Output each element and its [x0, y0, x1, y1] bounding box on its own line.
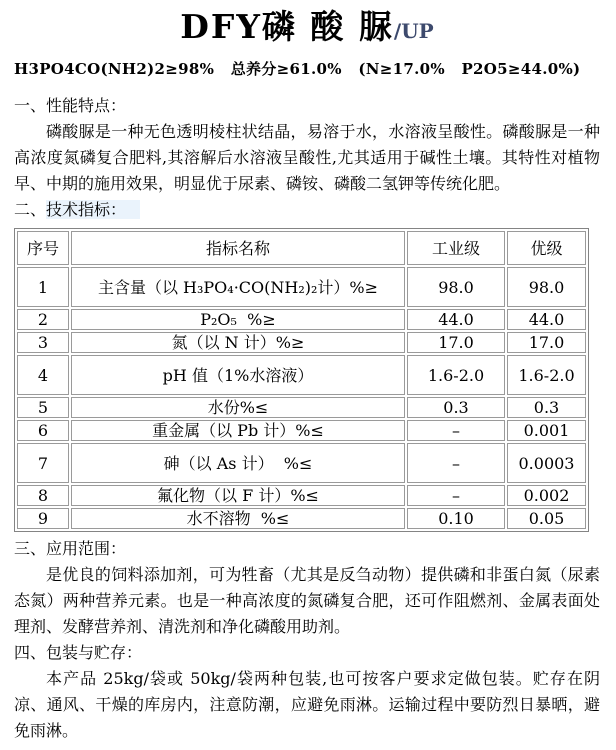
cell-no: 9	[17, 508, 69, 529]
cell-premium: 0.002	[507, 485, 586, 506]
section-body-packaging: 本产品 25kg/袋或 50kg/袋两种包装,也可按客户要求定做包装。贮存在阴凉、通风、干燥的库房内，注意防潮，应避免雨淋。运输过程中要防烈日暴晒，避免雨淋。	[14, 669, 600, 740]
page-title-suffix: /UP	[393, 19, 434, 43]
cell-industrial: 0.10	[407, 508, 505, 529]
cell-premium: 0.001	[507, 420, 586, 441]
cell-name: 氟化物（以 F 计）%≤	[71, 485, 405, 506]
table-row	[17, 332, 586, 353]
cell-premium: 44.0	[507, 309, 586, 330]
cell-premium: 0.0003	[507, 443, 586, 483]
table-row	[17, 355, 586, 395]
cell-industrial: 98.0	[407, 267, 505, 307]
table-row	[17, 397, 586, 418]
spec-table	[14, 228, 589, 532]
cell-premium: 0.05	[507, 508, 586, 529]
cell-industrial: –	[407, 485, 505, 506]
spec-col-header-industrial: 工业级	[407, 231, 505, 265]
cell-industrial: –	[407, 420, 505, 441]
spec-table-head	[17, 231, 586, 265]
table-row	[17, 267, 586, 307]
cell-name: 水份%≤	[71, 397, 405, 418]
section-heading-technical	[14, 197, 600, 223]
table-row	[17, 309, 586, 330]
cell-no: 4	[17, 355, 69, 395]
cell-no: 7	[17, 443, 69, 483]
section-heading-technical-highlight: 技术指标：	[46, 200, 140, 219]
cell-no: 8	[17, 485, 69, 506]
cell-industrial: 17.0	[407, 332, 505, 353]
cell-name: pH 值（1%水溶液）	[71, 355, 405, 395]
cell-premium: 1.6-2.0	[507, 355, 586, 395]
table-row	[17, 508, 586, 529]
page-title	[14, 4, 600, 54]
table-row	[17, 420, 586, 441]
cell-name: 氮（以 N 计）%≥	[71, 332, 405, 353]
cell-premium: 0.3	[507, 397, 586, 418]
section-heading-technical-prefix: 二、	[14, 200, 47, 219]
table-row	[17, 443, 586, 483]
spec-col-header-no: 序号	[17, 231, 69, 265]
cell-name: 重金属（以 Pb 计）%≤	[71, 420, 405, 441]
cell-industrial: –	[407, 443, 505, 483]
cell-name: 砷（以 As 计） %≤	[71, 443, 405, 483]
section-heading-packaging: 四、包装与贮存：	[14, 643, 143, 662]
cell-name: 主含量（以 H₃PO₄·CO(NH₂)₂计）%≥	[71, 267, 405, 307]
formula-summary-line: H3PO4CO(NH2)2≥98% 总养分≥61.0% (N≥17.0% P2O5≥44.0%)	[14, 60, 581, 78]
cell-no: 5	[17, 397, 69, 418]
cell-name: 水不溶物 %≤	[71, 508, 405, 529]
cell-industrial: 0.3	[407, 397, 505, 418]
page-title-main: DFY磷 酸 脲	[180, 7, 394, 46]
spec-col-header-premium: 优级	[507, 231, 586, 265]
section-heading-performance: 一、性能特点：	[14, 96, 127, 115]
cell-industrial: 44.0	[407, 309, 505, 330]
table-row	[17, 485, 586, 506]
cell-no: 6	[17, 420, 69, 441]
section-body-application: 是优良的饲料添加剂，可为牲畜（尤其是反刍动物）提供磷和非蛋白氮（尿素态氮）两种营养元素。也是一种高浓度的氮磷复合肥，还可作阻燃剂、金属表面处理剂、发酵营养剂、清洗剂和净化磷酸用助剂。	[14, 565, 600, 636]
spec-table-header-row	[17, 231, 586, 265]
cell-premium: 98.0	[507, 267, 586, 307]
section-body-performance: 磷酸脲是一种无色透明棱柱状结晶，易溶于水，水溶液呈酸性。磷酸脲是一种高浓度氮磷复合肥料,其溶解后水溶液呈酸性,尤其适用于碱性土壤。其特性对植物早、中期的施用效果，明显优于尿素、磷铵、磷酸二氢钾等传统化肥。	[14, 122, 600, 193]
spec-table-body	[17, 267, 586, 529]
cell-no: 2	[17, 309, 69, 330]
cell-premium: 17.0	[507, 332, 586, 353]
section-heading-application: 三、应用范围：	[14, 539, 127, 558]
cell-no: 3	[17, 332, 69, 353]
cell-no: 1	[17, 267, 69, 307]
spec-col-header-name: 指标名称	[71, 231, 405, 265]
cell-industrial: 1.6-2.0	[407, 355, 505, 395]
cell-name: P₂O₅ %≥	[71, 309, 405, 330]
